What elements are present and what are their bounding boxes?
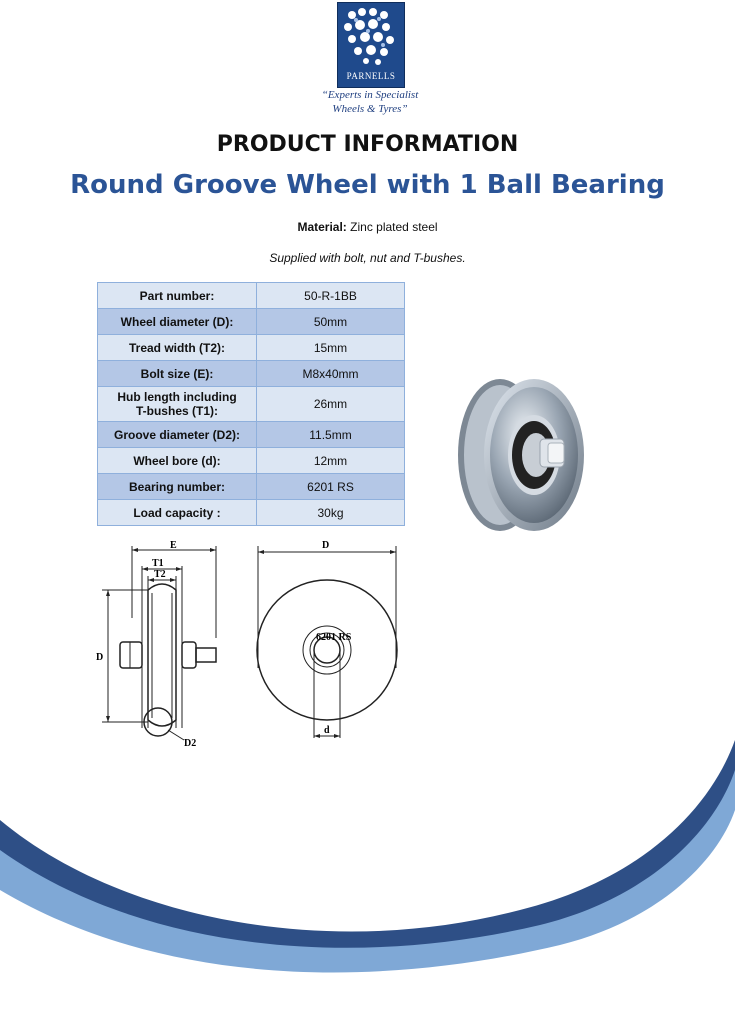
supplied-note: Supplied with bolt, nut and T-bushes. (269, 251, 466, 265)
spec-label: Part number: (98, 283, 257, 309)
spec-label: Load capacity : (98, 500, 257, 526)
logo-emblem-icon (338, 3, 404, 71)
spec-row (98, 335, 405, 361)
spec-value: 12mm (257, 448, 405, 474)
spec-value: 6201 RS (257, 474, 405, 500)
brand-name: PARNELLS (346, 71, 396, 81)
spec-label: Groove diameter (D2): (98, 422, 257, 448)
dim-d-front-label: D (322, 540, 330, 551)
spec-row (98, 283, 405, 309)
spec-label: Wheel bore (d): (98, 448, 257, 474)
spec-value: 30kg (257, 500, 405, 526)
dim-bore-label: d (324, 725, 330, 736)
tagline-line-1: “Experts in Specialist (321, 89, 419, 101)
brand-logo (337, 2, 405, 88)
spec-label (98, 387, 257, 422)
dim-d2-label: D2 (184, 738, 197, 749)
spec-row (98, 387, 405, 422)
spec-label-line-2: T-bushes (T1): (135, 404, 218, 418)
dim-t1-label: T1 (152, 558, 164, 569)
spec-row (98, 474, 405, 500)
dim-e-label: E (170, 540, 177, 551)
spec-value: 11.5mm (257, 422, 405, 448)
spec-table (97, 282, 405, 526)
product-photo (452, 375, 588, 535)
material-line (0, 220, 735, 234)
spec-label-line-1: Hub length including (117, 390, 237, 404)
spec-row (98, 448, 405, 474)
dim-d-side-label: D (96, 652, 104, 663)
dim-t2-label: T2 (154, 569, 166, 580)
spec-row (98, 422, 405, 448)
spec-label: Bolt size (E): (98, 361, 257, 387)
spec-value: 26mm (257, 387, 405, 422)
spec-value: M8x40mm (257, 361, 405, 387)
spec-row (98, 361, 405, 387)
tagline-line-2: Wheels & Tyres” (332, 103, 408, 115)
spec-label: Tread width (T2): (98, 335, 257, 361)
decorative-wave (0, 700, 735, 1024)
spec-value: 15mm (257, 335, 405, 361)
material-label: Material: (297, 220, 347, 234)
page-heading: PRODUCT INFORMATION (216, 132, 519, 157)
spec-label: Wheel diameter (D): (98, 309, 257, 335)
spec-row (98, 500, 405, 526)
spec-row (98, 309, 405, 335)
spec-label: Bearing number: (98, 474, 257, 500)
spec-value: 50-R-1BB (257, 283, 405, 309)
spec-value: 50mm (257, 309, 405, 335)
bearing-label: 6201 RS (316, 632, 352, 643)
product-title: Round Groove Wheel with 1 Ball Bearing (70, 170, 665, 200)
brand-tagline (300, 88, 440, 116)
material-value: Zinc plated steel (350, 220, 438, 234)
